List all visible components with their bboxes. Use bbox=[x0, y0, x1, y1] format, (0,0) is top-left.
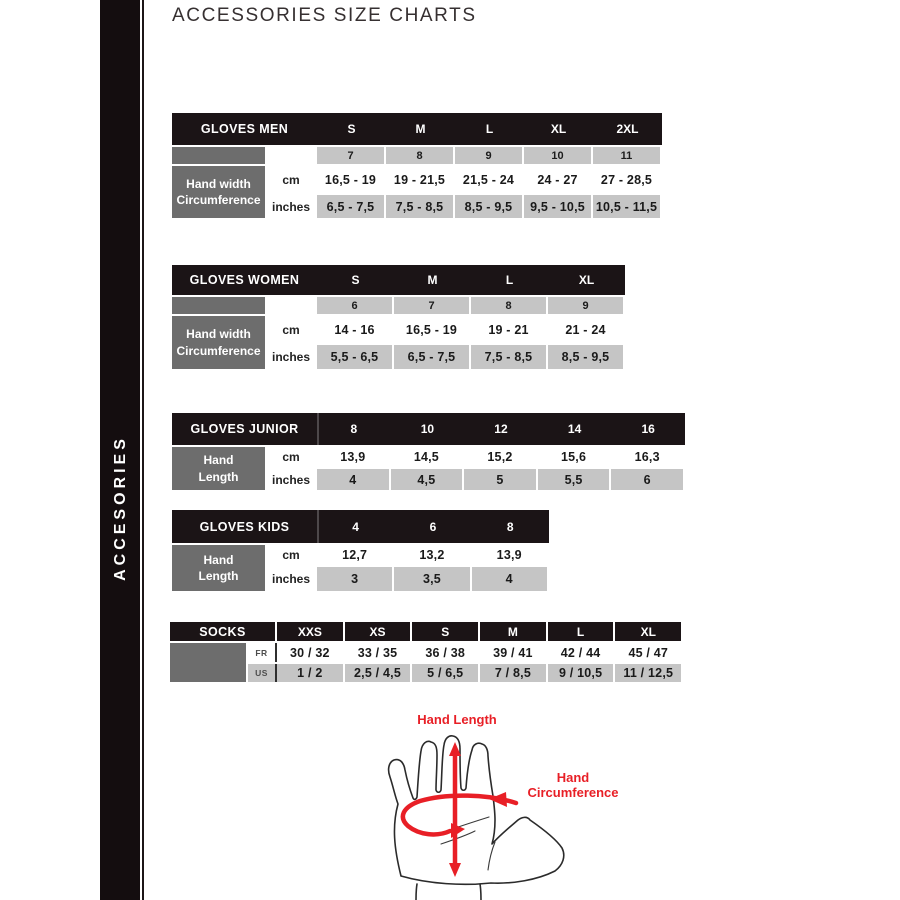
size-value-cell: 16,3 bbox=[611, 447, 683, 467]
gloves-junior-table bbox=[172, 413, 685, 490]
numeric-size-cell: 8 bbox=[471, 297, 546, 314]
unit-label: FR bbox=[248, 643, 275, 662]
size-column-header: 8 bbox=[506, 519, 514, 534]
size-column-header: XXS bbox=[277, 622, 343, 641]
gloves-kids-table bbox=[172, 510, 549, 591]
hand-outline bbox=[389, 736, 564, 900]
size-column-header: 14 bbox=[567, 422, 582, 436]
size-value-cell: 21,5 - 24 bbox=[455, 166, 522, 193]
size-value-cell: 39 / 41 bbox=[480, 643, 546, 662]
table-body bbox=[172, 447, 685, 490]
size-value-cell: 7,5 - 8,5 bbox=[471, 345, 546, 369]
size-value-cell: 4 bbox=[317, 469, 389, 490]
hand-measurement-diagram bbox=[385, 700, 645, 900]
gloves-women-table bbox=[172, 265, 625, 369]
size-column-header: 4 bbox=[352, 519, 359, 534]
size-column-header: 12 bbox=[494, 422, 508, 436]
size-column-header: 2XL bbox=[616, 122, 639, 136]
size-value-cell: 13,9 bbox=[317, 447, 389, 467]
table-title: GLOVES KIDS bbox=[199, 519, 290, 534]
size-column-header: XL bbox=[550, 122, 567, 136]
unit-label: inches bbox=[267, 195, 315, 218]
size-column-header: XL bbox=[578, 273, 595, 287]
table-body bbox=[172, 297, 625, 369]
table-body bbox=[172, 147, 662, 218]
size-column-header: L bbox=[485, 122, 494, 136]
size-column-header: S bbox=[412, 622, 478, 641]
hand-circumference-label-line2: Circumference bbox=[527, 785, 619, 800]
size-column-header: 10 bbox=[420, 422, 435, 436]
size-value-cell: 10,5 - 11,5 bbox=[593, 195, 660, 218]
size-value-cell: 14 - 16 bbox=[317, 316, 392, 343]
unit-label: inches bbox=[267, 567, 315, 591]
unit-label: cm bbox=[267, 447, 315, 467]
size-value-cell: 36 / 38 bbox=[412, 643, 478, 662]
size-value-cell: 45 / 47 bbox=[615, 643, 681, 662]
unit-label: inches bbox=[267, 469, 315, 490]
size-value-cell: 19 - 21,5 bbox=[386, 166, 453, 193]
sidebar-vertical-label: ACCESORIES bbox=[112, 435, 129, 581]
unit-label: cm bbox=[267, 166, 315, 193]
size-value-cell: 16,5 - 19 bbox=[394, 316, 469, 343]
size-value-cell: 14,5 bbox=[391, 447, 463, 467]
row-label: Hand Length bbox=[172, 447, 265, 490]
numeric-size-cell: 9 bbox=[455, 147, 522, 164]
size-value-cell: 15,2 bbox=[464, 447, 536, 467]
numeric-size-cell: 10 bbox=[524, 147, 591, 164]
size-value-cell: 6 bbox=[611, 469, 683, 490]
size-value-cell: 2,5 / 4,5 bbox=[345, 664, 411, 682]
table-header bbox=[172, 413, 685, 445]
size-value-cell: 12,7 bbox=[317, 545, 392, 565]
row-label-spacer bbox=[172, 147, 265, 164]
numeric-size-cell: 9 bbox=[548, 297, 623, 314]
size-value-cell: 16,5 - 19 bbox=[317, 166, 384, 193]
unit-label: cm bbox=[267, 545, 315, 565]
size-column-header: M bbox=[480, 622, 546, 641]
table-body bbox=[170, 643, 681, 682]
size-column-header: XS bbox=[345, 622, 411, 641]
size-column-header: L bbox=[505, 273, 514, 287]
numeric-size-cell: 7 bbox=[317, 147, 384, 164]
numeric-size-cell: 11 bbox=[593, 147, 660, 164]
size-value-cell: 3 bbox=[317, 567, 392, 591]
hand-circumference-label-line1: Hand bbox=[556, 770, 590, 785]
size-value-cell: 13,2 bbox=[394, 545, 469, 565]
table-title: GLOVES WOMEN bbox=[189, 273, 300, 287]
size-value-cell: 7,5 - 8,5 bbox=[386, 195, 453, 218]
size-value-cell: 8,5 - 9,5 bbox=[548, 345, 623, 369]
size-value-cell: 6,5 - 7,5 bbox=[394, 345, 469, 369]
size-value-cell: 24 - 27 bbox=[524, 166, 591, 193]
table-title: GLOVES MEN bbox=[200, 122, 289, 136]
size-value-cell: 6,5 - 7,5 bbox=[317, 195, 384, 218]
size-value-cell: 5 bbox=[464, 469, 536, 490]
size-value-cell: 3,5 bbox=[394, 567, 469, 591]
table-header bbox=[172, 265, 625, 295]
header-divider bbox=[317, 413, 319, 445]
size-value-cell: 5 / 6,5 bbox=[412, 664, 478, 682]
unit-label: cm bbox=[267, 316, 315, 343]
size-value-cell: 11 / 12,5 bbox=[615, 664, 681, 682]
size-value-cell: 4 bbox=[472, 567, 547, 591]
table-title: GLOVES JUNIOR bbox=[190, 422, 299, 436]
gloves-men-table bbox=[172, 113, 662, 218]
size-value-cell: 15,6 bbox=[538, 447, 610, 467]
hand-length-label: Hand Length bbox=[417, 712, 497, 727]
size-value-cell: 13,9 bbox=[472, 545, 547, 565]
table-header bbox=[172, 510, 549, 543]
size-value-cell: 1 / 2 bbox=[277, 664, 343, 682]
size-value-cell: 4,5 bbox=[391, 469, 463, 490]
row-label-block bbox=[170, 643, 246, 682]
row-label-spacer bbox=[172, 297, 265, 314]
row-label: Hand width Circumference bbox=[172, 316, 265, 369]
size-value-cell: 9,5 - 10,5 bbox=[524, 195, 591, 218]
page-title: ACCESSORIES SIZE CHARTS bbox=[172, 5, 477, 26]
table-header bbox=[170, 622, 681, 641]
size-value-cell: 7 / 8,5 bbox=[480, 664, 546, 682]
size-column-header: M bbox=[415, 122, 426, 136]
numeric-size-cell: 8 bbox=[386, 147, 453, 164]
size-value-cell: 42 / 44 bbox=[548, 643, 614, 662]
size-column-header: S bbox=[347, 122, 356, 136]
unit-label: inches bbox=[267, 345, 315, 369]
size-column-header: L bbox=[548, 622, 614, 641]
size-column-header: 16 bbox=[641, 422, 655, 436]
size-value-cell: 9 / 10,5 bbox=[548, 664, 614, 682]
size-column-header: XL bbox=[615, 622, 681, 641]
size-column-header: M bbox=[427, 273, 438, 287]
hand-circumference-label bbox=[512, 770, 634, 800]
size-value-cell: 27 - 28,5 bbox=[593, 166, 660, 193]
table-header bbox=[172, 113, 662, 145]
header-divider bbox=[317, 510, 319, 543]
row-label: Hand width Circumference bbox=[172, 166, 265, 218]
sidebar-accent-line bbox=[142, 0, 144, 900]
unit-label: US bbox=[248, 664, 275, 682]
size-column-header: 8 bbox=[350, 422, 358, 436]
size-column-header: S bbox=[351, 273, 360, 287]
row-label: Hand Length bbox=[172, 545, 265, 591]
size-value-cell: 19 - 21 bbox=[471, 316, 546, 343]
size-value-cell: 5,5 bbox=[538, 469, 610, 490]
table-body bbox=[172, 545, 549, 591]
numeric-size-cell: 6 bbox=[317, 297, 392, 314]
size-value-cell: 5,5 - 6,5 bbox=[317, 345, 392, 369]
size-value-cell: 21 - 24 bbox=[548, 316, 623, 343]
numeric-size-cell: 7 bbox=[394, 297, 469, 314]
unit-spacer bbox=[267, 297, 315, 314]
table-title: SOCKS bbox=[170, 622, 275, 641]
size-value-cell: 8,5 - 9,5 bbox=[455, 195, 522, 218]
size-value-cell: 33 / 35 bbox=[345, 643, 411, 662]
socks-table bbox=[170, 622, 681, 682]
size-column-header: 6 bbox=[429, 519, 437, 534]
size-value-cell: 30 / 32 bbox=[277, 643, 343, 662]
unit-spacer bbox=[267, 147, 315, 164]
